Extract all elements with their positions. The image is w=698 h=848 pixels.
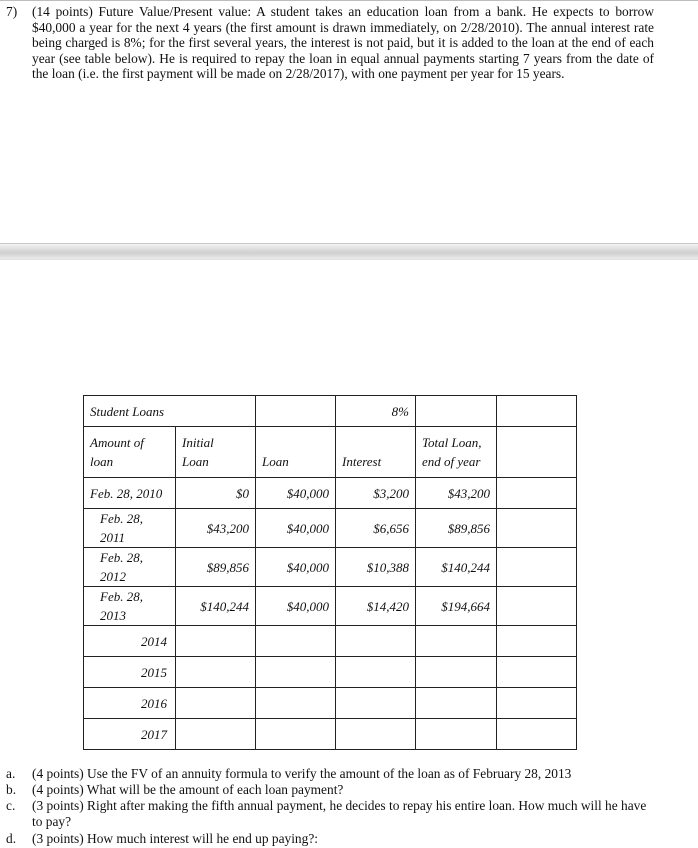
header-interest: Interest (336, 427, 416, 478)
table-row: 2017 (84, 719, 577, 750)
question-d: d. (3 points) How much interest will he end up paying?: (6, 831, 318, 846)
student-loans-table (83, 395, 577, 750)
question-b: b. (4 points) What will be the amount of each loan payment? (6, 782, 344, 797)
table-title-row (84, 396, 577, 427)
problem-text: (14 points) Future Value/Present value: A student takes an education loan from a bank. He expects to borrow $40,000 a year for the next 4 years (the first amount is drawn immediately, on 2/28/2010). The annual interest rate being charged is 8%; for the first several years, the interest is not paid, but it is added to the loan at the end of each year (see table below). He is required to repay the loan in equal annual payments starting 7 years from the date of the loan (i.e. the first payment will be made on 2/28/2017), with one payment per year for 15 years. (32, 4, 654, 82)
header-total: Total Loan, end of year (416, 427, 497, 478)
table-row: 2015 (84, 657, 577, 688)
question-a: a. (4 points) Use the FV of an annuity formula to verify the amount of the loan as of February 28, 2013 (6, 766, 572, 781)
table-row: Feb. 28, 2011 $43,200 $40,000 $6,656 $89,856 (84, 509, 577, 548)
table-row: 2014 (84, 626, 577, 657)
table-row: Feb. 28, 2010 $0 $40,000 $3,200 $43,200 (84, 478, 577, 509)
problem-number: 7) (6, 4, 18, 19)
table-header-row (84, 427, 577, 478)
header-initial: Initial Loan (176, 427, 256, 478)
problem-statement (6, 4, 654, 82)
table-row: Feb. 28, 2013 $140,244 $40,000 $14,420 $194,664 (84, 587, 577, 626)
table-title: Student Loans (84, 396, 256, 427)
interest-rate: 8% (336, 396, 416, 427)
table-row: Feb. 28, 2012 $89,856 $40,000 $10,388 $140,244 (84, 548, 577, 587)
header-loan: Loan (256, 427, 336, 478)
question-c: c. (3 points) Right after making the fifth annual payment, he decides to repay his entire loan. How much will he have to pay? (6, 798, 647, 829)
page-separator (0, 243, 698, 260)
header-amount: Amount of loan (84, 427, 176, 478)
top-divider (0, 0, 698, 1)
table-row: 2016 (84, 688, 577, 719)
